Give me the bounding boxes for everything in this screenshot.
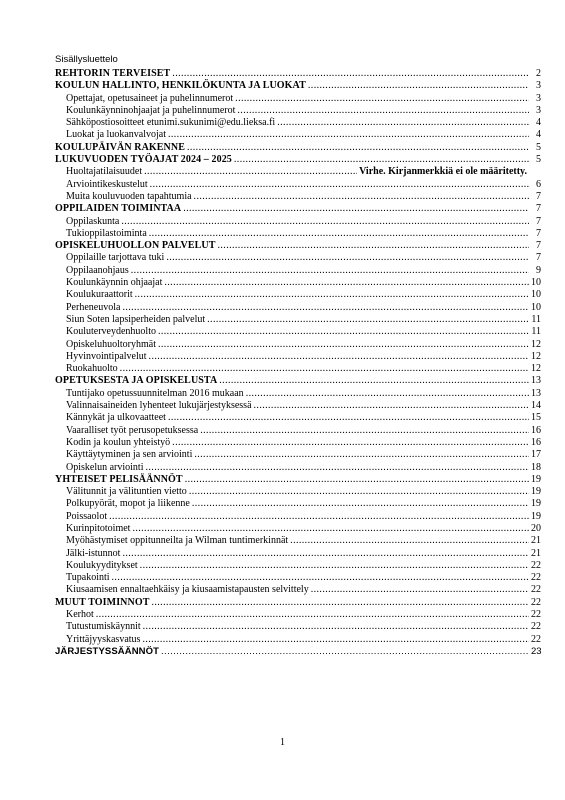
toc-page-number: 3 bbox=[536, 80, 541, 92]
toc-subentry[interactable] bbox=[55, 179, 541, 191]
toc-subentry[interactable] bbox=[55, 523, 541, 535]
toc-page-number: 20 bbox=[531, 522, 541, 534]
dot-leader bbox=[158, 326, 529, 338]
toc-page-number: 2 bbox=[536, 68, 541, 79]
dot-leader bbox=[122, 548, 529, 560]
dot-leader bbox=[187, 142, 529, 154]
dot-leader bbox=[142, 634, 529, 646]
toc-entry-label: Hyvinvointipalvelut bbox=[66, 350, 147, 362]
toc-entry-label: Opiskelun arviointi bbox=[66, 461, 144, 473]
toc-entry-label: Tukioppilastoiminta bbox=[66, 227, 147, 239]
toc-page-number: 7 bbox=[536, 252, 541, 264]
toc-entry-label: Koulukyyditykset bbox=[66, 559, 138, 571]
toc-page-number: 19 bbox=[531, 510, 541, 522]
toc-entry-label: Kodin ja koulun yhteistyö bbox=[66, 436, 171, 448]
toc-page-number: 21 bbox=[531, 547, 541, 559]
toc-page-number: 11 bbox=[531, 313, 541, 325]
dot-leader bbox=[189, 486, 529, 498]
toc-entry-label: Tupakointi bbox=[66, 572, 110, 584]
toc-page-number: 10 bbox=[531, 289, 541, 301]
dot-leader bbox=[96, 609, 529, 621]
toc-subentry[interactable] bbox=[55, 302, 541, 314]
bookmark-error-text: Virhe. Kirjanmerkkiä ei ole määritetty. bbox=[359, 166, 527, 178]
toc-entry-label: Perheneuvola bbox=[66, 301, 121, 313]
dot-leader bbox=[146, 462, 530, 474]
toc-entry-label: Jälki-istunnot bbox=[66, 547, 121, 559]
dot-leader bbox=[246, 388, 529, 400]
toc-subentry[interactable] bbox=[55, 105, 541, 117]
dot-leader bbox=[143, 621, 529, 633]
toc-page-number: 22 bbox=[531, 559, 541, 571]
toc-subentry[interactable] bbox=[55, 486, 541, 498]
toc-heading-entry[interactable] bbox=[55, 80, 541, 92]
dot-leader bbox=[254, 400, 529, 412]
toc-entry-label: Kiusaamisen ennaltaehkäisy ja kiusaamistapausten selvittely bbox=[66, 584, 309, 596]
toc-entry-label: Luokat ja luokanvalvojat bbox=[66, 129, 166, 141]
dot-leader bbox=[150, 179, 529, 191]
toc-subentry[interactable] bbox=[55, 584, 541, 596]
dot-leader bbox=[235, 93, 529, 105]
toc-entry-label: Tutustumiskäynnit bbox=[66, 621, 141, 633]
toc-heading-entry[interactable] bbox=[55, 68, 541, 80]
toc-page-number: 16 bbox=[531, 424, 541, 436]
toc-page-number: 22 bbox=[531, 621, 541, 633]
toc-page-number: 19 bbox=[531, 498, 541, 510]
toc-entry-label: Poissaolot bbox=[66, 510, 108, 522]
toc-subentry[interactable] bbox=[55, 339, 541, 351]
toc-entry-label: Valinnaisaineiden lyhenteet lukujärjestyksessä bbox=[66, 400, 252, 412]
toc-subentry[interactable] bbox=[55, 117, 541, 129]
toc-entry-label: Käyttäytyminen ja sen arviointi bbox=[66, 449, 193, 461]
toc-entry-label: Kurinpitotoimet bbox=[66, 522, 131, 534]
dot-leader bbox=[151, 597, 529, 609]
toc-page-number: 10 bbox=[531, 277, 541, 289]
dot-leader bbox=[194, 191, 529, 203]
toc-subentry[interactable] bbox=[55, 265, 541, 277]
toc-entry-label: Tuntijako opetussuunnitelman 2016 mukaan bbox=[66, 387, 244, 399]
toc-subentry[interactable] bbox=[55, 351, 541, 363]
dot-leader bbox=[122, 302, 529, 314]
toc-subentry[interactable] bbox=[55, 314, 541, 326]
toc-page-number: 4 bbox=[536, 117, 541, 129]
toc-heading-entry[interactable] bbox=[55, 203, 541, 215]
toc-page-number: 12 bbox=[531, 363, 541, 375]
dot-leader bbox=[161, 646, 529, 658]
dot-leader bbox=[234, 154, 529, 166]
dot-leader bbox=[140, 560, 529, 572]
toc-subentry[interactable] bbox=[55, 437, 541, 449]
toc-entry-label: Opiskeluhuoltoryhmät bbox=[66, 338, 156, 350]
toc-page-number: 21 bbox=[531, 535, 541, 547]
toc-subentry[interactable] bbox=[55, 326, 541, 338]
toc-entry-label: Huoltajatilaisuudet bbox=[66, 166, 143, 178]
toc-entry-label: Kouluterveydenhuolto bbox=[66, 326, 156, 338]
toc-page-number: 3 bbox=[536, 92, 541, 104]
toc-entry-label: Koulunkäynnin ohjaajat bbox=[66, 277, 163, 289]
toc-heading-entry[interactable] bbox=[55, 474, 541, 486]
toc-subentry[interactable] bbox=[55, 560, 541, 572]
dot-leader bbox=[149, 228, 529, 240]
toc-subentry[interactable] bbox=[55, 388, 541, 400]
toc-entry-label: OPISKELUHUOLLON PALVELUT bbox=[55, 240, 216, 252]
toc-entry-label: Opettajat, opetusaineet ja puhelinnumerot bbox=[66, 92, 234, 104]
toc-subentry[interactable] bbox=[55, 412, 541, 424]
dot-leader bbox=[194, 449, 529, 461]
toc-title: Sisällysluettelo bbox=[55, 54, 118, 65]
toc-subentry[interactable] bbox=[55, 289, 541, 301]
dot-leader bbox=[172, 437, 529, 449]
toc-page-number: 22 bbox=[531, 596, 541, 608]
toc-subentry[interactable] bbox=[55, 634, 541, 646]
dot-leader bbox=[132, 523, 529, 535]
toc-entry-label: Arviointikeskustelut bbox=[66, 178, 148, 190]
page-number: 1 bbox=[280, 737, 285, 748]
dot-leader bbox=[144, 166, 357, 178]
toc-page-number: 9 bbox=[536, 264, 541, 276]
toc-page-number: 5 bbox=[536, 141, 541, 153]
toc-page-number: 7 bbox=[536, 240, 541, 252]
toc-subentry[interactable] bbox=[55, 191, 541, 203]
toc-entry-label: KOULUN HALLINTO, HENKILÖKUNTA JA LUOKAT bbox=[55, 80, 306, 92]
toc-entry-label: OPETUKSESTA JA OPISKELUSTA bbox=[55, 375, 218, 387]
toc-page-number: 7 bbox=[536, 227, 541, 239]
toc-entry-label: Vaaralliset työt perusopetuksessa bbox=[66, 424, 199, 436]
toc-entry-label: Siun Soten lapsiperheiden palvelut bbox=[66, 313, 206, 325]
toc-heading-entry[interactable] bbox=[55, 240, 541, 252]
dot-leader bbox=[131, 265, 529, 277]
toc-page-number: 22 bbox=[531, 572, 541, 584]
toc-subentry[interactable] bbox=[55, 535, 541, 547]
toc-page-number: 3 bbox=[536, 104, 541, 116]
dot-leader bbox=[218, 240, 530, 252]
dot-leader bbox=[185, 474, 529, 486]
toc-entry-label: KOULUPÄIVÄN RAKENNE bbox=[55, 141, 185, 153]
toc-heading-entry[interactable] bbox=[55, 597, 541, 609]
dot-leader bbox=[112, 572, 529, 584]
toc-subentry[interactable] bbox=[55, 548, 541, 560]
toc-page-number: 6 bbox=[536, 178, 541, 190]
toc-page-number: 12 bbox=[531, 350, 541, 362]
toc-heading-entry[interactable] bbox=[55, 646, 541, 658]
toc-page-number: 14 bbox=[531, 400, 541, 412]
toc-page-number: 19 bbox=[531, 473, 541, 485]
dot-leader bbox=[183, 203, 529, 215]
toc-heading-entry[interactable] bbox=[55, 375, 541, 387]
toc-entry-label: Välitunnit ja välituntien vietto bbox=[66, 486, 187, 498]
toc-subentry[interactable] bbox=[55, 277, 541, 289]
dot-leader bbox=[237, 105, 529, 117]
toc-page-number: 11 bbox=[531, 326, 541, 338]
toc-entry-label: Yrittäjyyskasvatus bbox=[66, 633, 141, 645]
toc-page-number: 22 bbox=[531, 633, 541, 645]
toc-entry-label: Koulukuraattorit bbox=[66, 289, 133, 301]
toc-page-number: 22 bbox=[531, 609, 541, 621]
dot-leader bbox=[149, 351, 529, 363]
toc-entry-label: MUUT TOIMINNOT bbox=[55, 596, 150, 608]
toc-entry-label: Muita kouluvuoden tapahtumia bbox=[66, 190, 192, 202]
dot-leader bbox=[219, 375, 529, 387]
toc-subentry[interactable] bbox=[55, 93, 541, 105]
toc-subentry[interactable] bbox=[55, 511, 541, 523]
toc-page-number: 19 bbox=[531, 486, 541, 498]
toc-page-number: 5 bbox=[536, 154, 541, 166]
dot-leader bbox=[121, 216, 529, 228]
toc-subentry[interactable] bbox=[55, 609, 541, 621]
dot-leader bbox=[290, 535, 529, 547]
toc-subentry[interactable] bbox=[55, 216, 541, 228]
toc-entry-label: Polkupyörät, mopot ja liikenne bbox=[66, 498, 190, 510]
dot-leader bbox=[135, 289, 529, 301]
dot-leader bbox=[308, 80, 529, 92]
dot-leader bbox=[168, 412, 529, 424]
dot-leader bbox=[164, 277, 529, 289]
toc-entry-label: Kännykät ja ulkovaatteet bbox=[66, 412, 166, 424]
toc-entry-label: Oppilaille tarjottava tuki bbox=[66, 252, 165, 264]
toc-subentry[interactable] bbox=[55, 166, 541, 178]
toc-subentry[interactable] bbox=[55, 498, 541, 510]
toc-entry-label: YHTEISET PELISÄÄNNÖT bbox=[55, 473, 183, 485]
toc-subentry[interactable] bbox=[55, 425, 541, 437]
toc-subentry[interactable] bbox=[55, 228, 541, 240]
toc-entry-label: REHTORIN TERVEISET bbox=[55, 68, 171, 79]
dot-leader bbox=[200, 425, 529, 437]
table-of-contents bbox=[55, 68, 541, 658]
toc-page-number: 13 bbox=[531, 387, 541, 399]
toc-subentry[interactable] bbox=[55, 252, 541, 264]
toc-entry-label: Ruokahuolto bbox=[66, 363, 118, 375]
dot-leader bbox=[277, 117, 529, 129]
toc-heading-entry[interactable] bbox=[55, 142, 541, 154]
toc-subentry[interactable] bbox=[55, 572, 541, 584]
toc-page-number: 15 bbox=[531, 412, 541, 424]
toc-subentry[interactable] bbox=[55, 400, 541, 412]
toc-page-number: 23 bbox=[531, 645, 542, 657]
toc-subentry[interactable] bbox=[55, 449, 541, 461]
toc-page-number: 17 bbox=[531, 449, 541, 461]
toc-entry-label: Oppilaanohjaus bbox=[66, 264, 129, 276]
toc-page-number: 7 bbox=[536, 203, 541, 215]
toc-entry-label: LUKUVUODEN TYÖAJAT 2024 – 2025 bbox=[55, 154, 232, 166]
dot-leader bbox=[158, 339, 529, 351]
toc-entry-label: Kerhot bbox=[66, 609, 94, 621]
toc-page-number: 18 bbox=[531, 461, 541, 473]
toc-page-number: 12 bbox=[531, 338, 541, 350]
dot-leader bbox=[168, 129, 529, 141]
dot-leader bbox=[120, 363, 529, 375]
toc-entry-label: Oppilaskunta bbox=[66, 215, 120, 227]
toc-entry-label: Myöhästymiset oppitunneilta ja Wilman tuntimerkinnät bbox=[66, 535, 289, 547]
toc-entry-label: Koulunkäynninohjaajat ja puhelinnumerot bbox=[66, 104, 236, 116]
toc-heading-entry[interactable] bbox=[55, 154, 541, 166]
dot-leader bbox=[311, 584, 529, 596]
toc-page-number: 4 bbox=[536, 129, 541, 141]
toc-entry-label: JÄRJESTYSSÄÄNNÖT bbox=[55, 645, 160, 657]
toc-entry-label: Sähköpostiosoitteet etunimi.sukunimi@edu.lieksa.fi bbox=[66, 117, 276, 129]
toc-subentry[interactable] bbox=[55, 363, 541, 375]
toc-page-number: 22 bbox=[531, 584, 541, 596]
toc-page-number: 16 bbox=[531, 436, 541, 448]
toc-page-number: 7 bbox=[536, 190, 541, 202]
dot-leader bbox=[109, 511, 529, 523]
dot-leader bbox=[192, 498, 529, 510]
dot-leader bbox=[172, 68, 529, 80]
toc-subentry[interactable] bbox=[55, 129, 541, 141]
toc-subentry[interactable] bbox=[55, 621, 541, 633]
toc-page-number: 10 bbox=[531, 301, 541, 313]
dot-leader bbox=[166, 252, 529, 264]
toc-page-number: 7 bbox=[536, 215, 541, 227]
toc-subentry[interactable] bbox=[55, 462, 541, 474]
dot-leader bbox=[207, 314, 529, 326]
toc-page-number: 13 bbox=[531, 375, 541, 387]
toc-entry-label: OPPILAIDEN TOIMINTAA bbox=[55, 203, 182, 215]
